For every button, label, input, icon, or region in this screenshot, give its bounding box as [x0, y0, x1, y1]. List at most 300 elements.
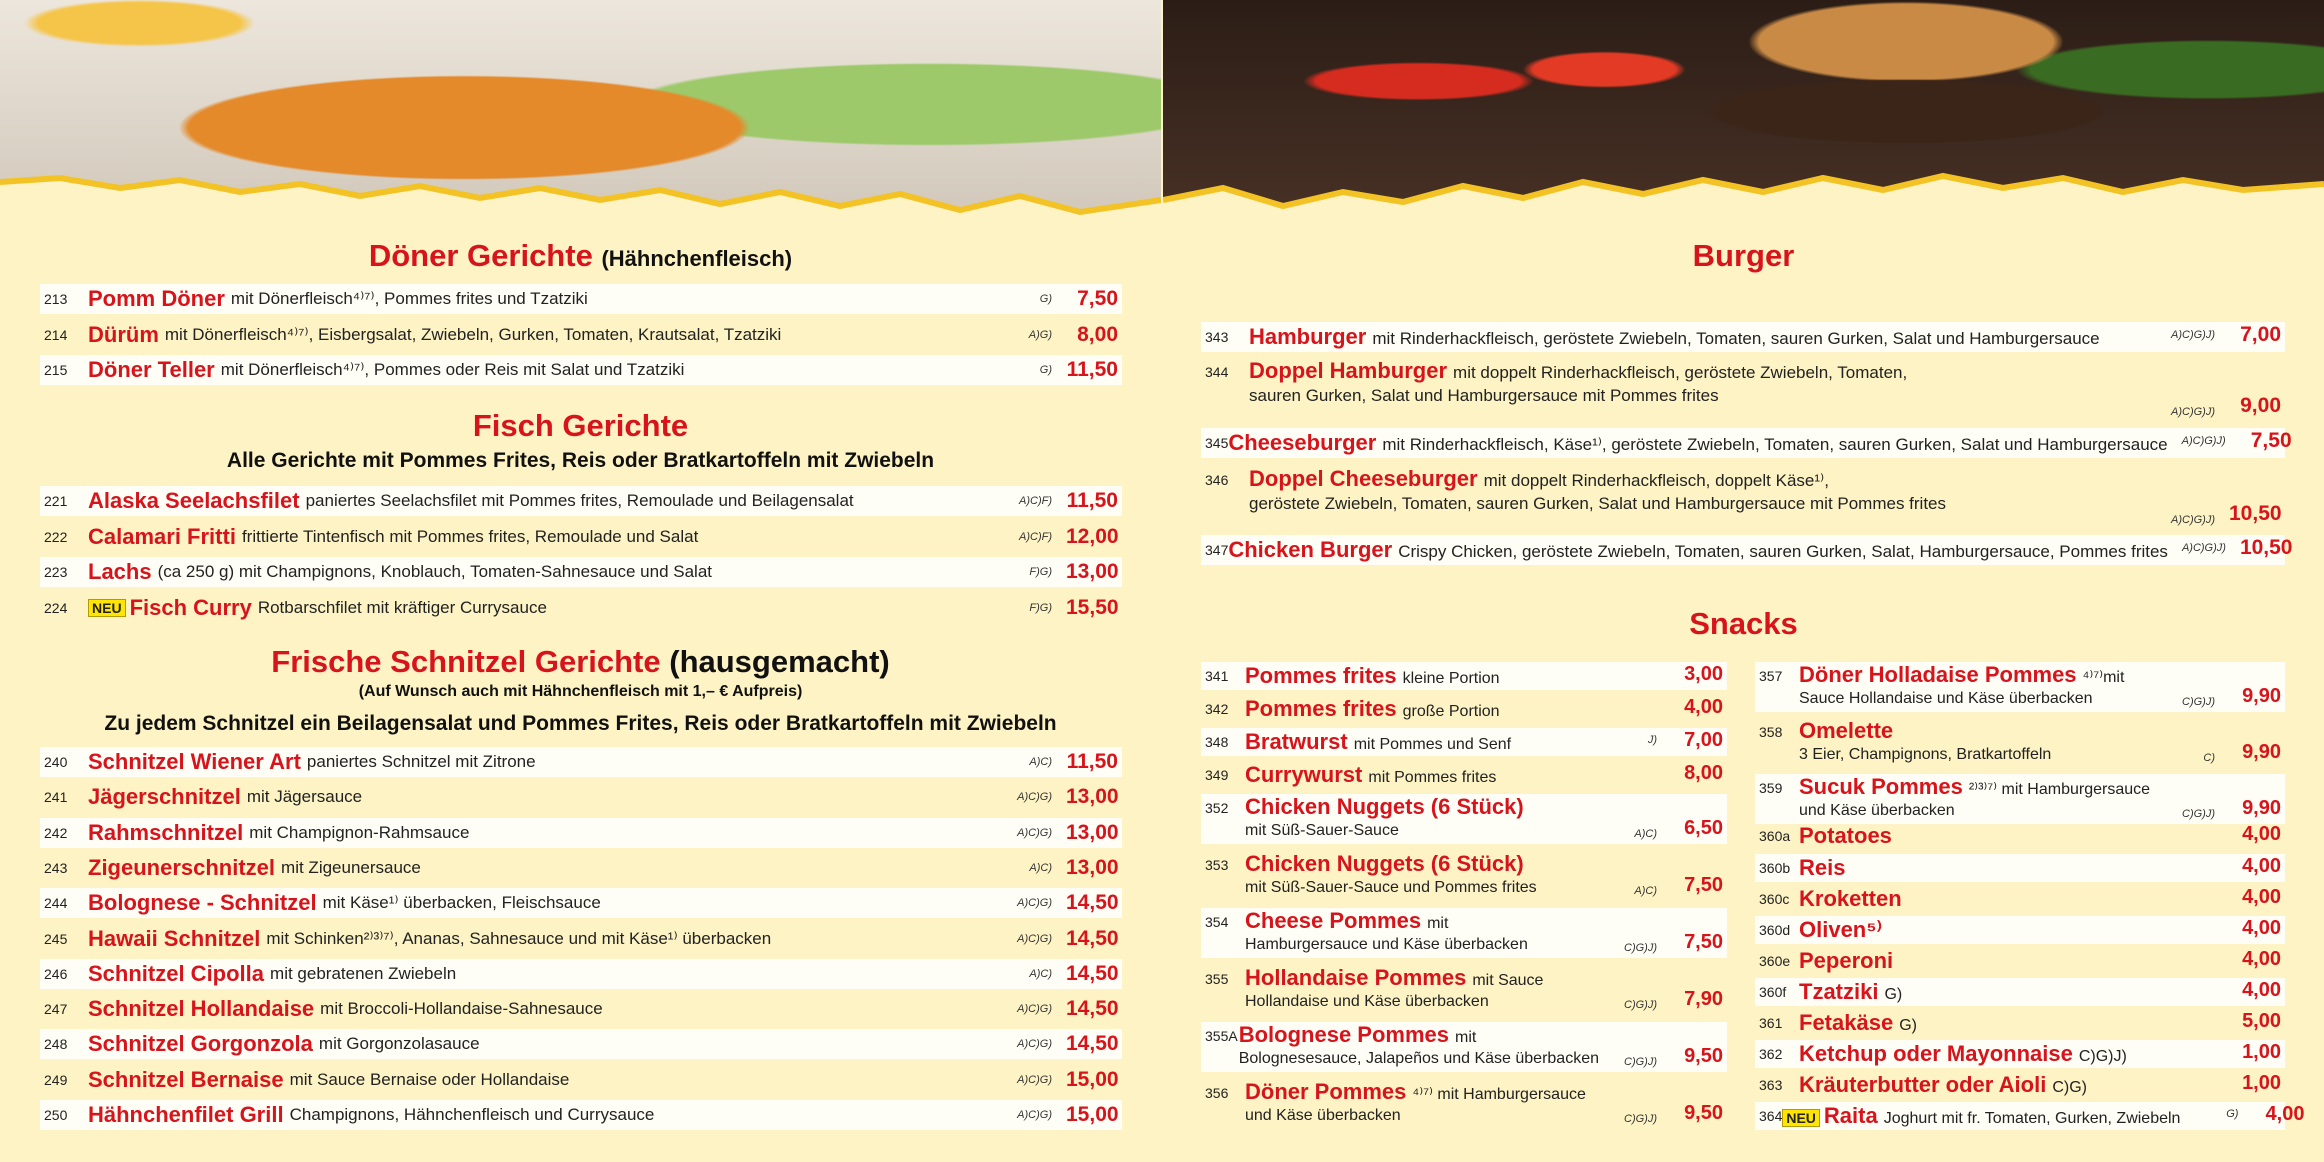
item-number: 343	[1205, 329, 1229, 345]
item-price: 15,00	[1066, 1067, 1119, 1091]
item-allergens: A)C)	[1634, 885, 1657, 897]
item-price: 14,50	[1066, 997, 1119, 1021]
item-name: Rahmschnitzel	[88, 819, 244, 845]
item-price-block	[1599, 762, 1727, 789]
item-price: 11,50	[1066, 358, 1118, 381]
item-description: mit Pommes und Senf	[1353, 736, 1512, 753]
item-body	[1799, 917, 2157, 943]
item-price-block	[1599, 908, 1727, 958]
item-name: Döner Teller	[88, 357, 215, 382]
item-number: 360d	[1759, 922, 1791, 938]
item-name: Doppel Cheeseburger	[1249, 466, 1478, 491]
item-price-block	[1599, 794, 1727, 844]
item-line	[1782, 1103, 2180, 1129]
item-description: ⁴⁾⁷⁾ mit Hamburgersauce	[1412, 1086, 1586, 1103]
snack-item-row	[1201, 695, 1727, 723]
item-price: 7,50	[1684, 874, 1723, 896]
item-line	[1245, 1079, 1599, 1105]
item-description: mit Champignon-Rahmsauce	[249, 822, 470, 842]
item-body	[1799, 662, 2157, 712]
burger-section-title: Burger	[1692, 238, 1795, 273]
item-price: 7,50	[2250, 429, 2292, 452]
item-name: Currywurst	[1245, 762, 1363, 787]
right-menu-page	[1163, 0, 2324, 1162]
item-number: 354	[1205, 914, 1229, 930]
item-description-line2: Sauce Hollandaise und Käse überbacken	[1799, 690, 2093, 707]
item-name: Dürüm	[88, 321, 159, 347]
item-allergens: A)C)G)	[1017, 1109, 1052, 1121]
item-price-block	[1599, 1079, 1727, 1129]
item-allergens: C)G)J)	[1624, 1113, 1657, 1125]
item-price: 4,00	[2265, 1102, 2305, 1125]
item-line	[1799, 1072, 2157, 1098]
item-description: C)G)	[2052, 1079, 2087, 1096]
item-allergens: A)C)G)J)	[2171, 514, 2215, 526]
item-price: 1,00	[2242, 1071, 2281, 1094]
item-name: Kräuterbutter oder Aioli	[1799, 1072, 2047, 1097]
item-price-block	[2157, 917, 2285, 944]
item-allergens: A)C)G)	[1017, 1073, 1052, 1086]
item-price: 7,00	[2240, 323, 2281, 346]
item-number: 346	[1205, 472, 1229, 488]
item-name: Lachs	[88, 559, 152, 584]
item-description-line2: sauren Gurken, Salat und Hamburgersauce mit Pommes frites	[1249, 386, 1719, 405]
item-number: 341	[1205, 668, 1229, 684]
item-name: Chicken Burger	[1228, 537, 1393, 562]
item-allergens: G)	[1039, 364, 1052, 376]
menu-item-row	[40, 355, 1122, 385]
item-name: Cheese Pommes	[1245, 908, 1422, 933]
item-price: 8,00	[1077, 322, 1118, 346]
item-name: Fisch Curry	[129, 594, 252, 620]
item-line	[1799, 948, 2157, 974]
item-name: Omelette	[1799, 718, 1894, 743]
menu-item-row	[40, 994, 1122, 1024]
item-description: Crispy Chicken, geröstete Zwiebeln, Tomaten, sauren Gurken, Salat, Hamburgersauce, Pommes frites	[1398, 542, 2168, 561]
item-number: 215	[44, 362, 68, 378]
item-body	[1245, 696, 1599, 722]
item-line	[1249, 466, 2157, 492]
item-description: mit Dönerfleisch⁴⁾⁷⁾, Pommes oder Reis mit Salat und Tzatziki	[220, 360, 685, 379]
item-line	[1245, 908, 1599, 934]
item-body	[1245, 851, 1599, 901]
item-name: Chicken Nuggets (6 Stück)	[1245, 794, 1524, 819]
item-name: Cheeseburger	[1228, 430, 1377, 455]
item-price: 15,00	[1066, 1103, 1119, 1126]
item-allergens: A)C)F)	[1019, 495, 1052, 507]
item-description: C)G)J)	[2078, 1048, 2127, 1065]
item-price: 4,00	[2242, 916, 2281, 939]
item-price-block	[2180, 1103, 2308, 1130]
item-allergens: A)C)G)J)	[2181, 435, 2226, 447]
item-name: Calamari Fritti	[88, 523, 236, 549]
item-name: Raita	[1823, 1103, 1878, 1128]
item-number: 364	[1759, 1108, 1783, 1124]
item-line	[1799, 886, 2157, 912]
item-price: 15,50	[1066, 595, 1119, 619]
burger-item-row	[1201, 322, 2285, 352]
item-body	[1245, 729, 1599, 755]
item-description: mit Jägersauce	[246, 787, 363, 807]
item-description: große Portion	[1402, 703, 1500, 720]
item-price-block	[1599, 696, 1727, 723]
item-number: 213	[44, 291, 68, 307]
snack-item-row	[1201, 1022, 1727, 1072]
item-price: 11,50	[1066, 750, 1118, 773]
item-name: Döner Holladaise Pommes	[1799, 662, 2077, 687]
snack-item-row	[1755, 774, 2285, 824]
item-name: Pommes frites	[1245, 696, 1397, 721]
item-number: 347	[1205, 542, 1229, 558]
item-number: 362	[1759, 1046, 1783, 1062]
item-price: 9,90	[2242, 741, 2281, 763]
item-line	[1245, 794, 1599, 820]
item-price: 9,50	[1684, 1045, 1723, 1067]
item-body	[1228, 537, 2168, 563]
item-line	[1245, 851, 1599, 877]
item-name: Pommes frites	[1245, 663, 1397, 688]
item-price-block	[1599, 1022, 1727, 1072]
item-allergens: C)G)J)	[2182, 696, 2215, 708]
item-description: mit Sauce	[1472, 972, 1544, 989]
item-description: mit Pommes frites	[1368, 769, 1497, 786]
item-number: 244	[44, 895, 68, 912]
item-price: 9,00	[2240, 394, 2281, 417]
item-allergens: G)	[2226, 1108, 2239, 1120]
item-body	[1799, 855, 2157, 881]
item-price-block	[2157, 979, 2285, 1006]
item-body	[1799, 886, 2157, 912]
item-price-block	[2157, 886, 2285, 913]
menu-item-row	[40, 486, 1122, 516]
item-price: 11,50	[1066, 489, 1118, 512]
item-name: Schnitzel Bernaise	[88, 1066, 284, 1092]
snack-item-row	[1755, 1071, 2285, 1099]
snack-item-row	[1201, 851, 1727, 901]
item-price: 9,90	[2242, 797, 2281, 819]
snack-item-row	[1755, 947, 2285, 975]
snack-item-row	[1201, 794, 1727, 844]
menu-item-row	[40, 320, 1122, 350]
item-description: mit Dönerfleisch⁴⁾⁷⁾, Pommes frites und Tzatziki	[230, 289, 588, 308]
item-line	[1228, 430, 2167, 456]
item-name: Hamburger	[1249, 324, 1367, 349]
item-description: G)	[1884, 986, 1903, 1003]
item-description: (ca 250 g) mit Champignons, Knoblauch, Tomaten-Sahnesauce und Salat	[157, 562, 713, 581]
item-description-line2: und Käse überbacken	[1245, 1107, 1401, 1124]
item-price: 13,00	[1066, 785, 1119, 809]
item-name: Potatoes	[1799, 823, 1892, 848]
snack-item-row	[1755, 978, 2285, 1006]
item-number: 246	[44, 965, 68, 982]
item-line	[1249, 358, 2157, 384]
item-line	[1799, 662, 2157, 688]
item-price: 10,50	[2239, 536, 2293, 559]
item-number: 348	[1205, 734, 1229, 750]
snack-item-row	[1755, 662, 2285, 712]
item-line	[1799, 1041, 2157, 1067]
item-allergens: A)C)	[1634, 828, 1657, 840]
item-price: 7,50	[1684, 931, 1723, 953]
item-number: 360a	[1759, 828, 1791, 844]
item-number: 245	[44, 930, 68, 947]
item-price: 4,00	[2242, 947, 2281, 970]
snack-item-row	[1755, 916, 2285, 944]
item-description: Champignons, Hähnchenfleisch und Currysauce	[289, 1105, 655, 1124]
snack-item-row	[1755, 854, 2285, 882]
item-number: 342	[1205, 701, 1229, 717]
item-allergens: A)C)G)	[1017, 1003, 1052, 1016]
menu-item-row	[40, 747, 1122, 777]
item-name: Pomm Döner	[88, 286, 225, 311]
doner-section-title: Döner Gerichte (Hähnchenfleisch)	[368, 238, 793, 273]
menu-item-row	[40, 959, 1122, 989]
item-body	[1799, 979, 2157, 1005]
item-body	[1799, 1072, 2157, 1098]
burger-item-row	[1201, 428, 2292, 458]
item-name: Schnitzel Wiener Art	[88, 749, 301, 774]
item-number: 221	[44, 493, 68, 509]
item-number: 360e	[1759, 953, 1791, 969]
item-line	[1799, 917, 2157, 943]
item-name: Bolognese - Schnitzel	[88, 890, 317, 916]
snack-item-row	[1201, 908, 1727, 958]
snack-item-row	[1201, 965, 1727, 1015]
snack-item-row	[1201, 761, 1727, 789]
item-price: 14,50	[1066, 961, 1119, 985]
item-price: 3,00	[1684, 662, 1723, 685]
item-number: 355	[1205, 971, 1229, 987]
snack-item-row	[1755, 822, 2285, 850]
item-price: 4,00	[2242, 978, 2281, 1001]
item-description: mit Käse¹⁾ überbacken, Fleischsauce	[322, 893, 601, 913]
item-line	[1799, 1010, 2157, 1036]
item-number: 241	[44, 789, 68, 806]
menu-item-row	[40, 1065, 1122, 1095]
snack-item-row	[1201, 728, 1727, 756]
item-number: 360f	[1759, 984, 1787, 1000]
item-name: Schnitzel Gorgonzola	[88, 1031, 313, 1057]
menu-item-row	[40, 1029, 1122, 1059]
item-name: Reis	[1799, 855, 1846, 880]
item-description: mit Gorgonzolasauce	[318, 1034, 480, 1054]
item-price-block	[2168, 429, 2296, 457]
item-name: Ketchup oder Mayonnaise	[1799, 1041, 2073, 1066]
item-price-block	[1599, 663, 1727, 690]
item-allergens: F)G)	[1029, 566, 1052, 578]
item-allergens: A)C)G)	[1017, 826, 1052, 839]
item-price-block	[1599, 851, 1727, 901]
item-price: 14,50	[1066, 1032, 1119, 1056]
item-line	[1799, 855, 2157, 881]
item-name: Oliven⁵⁾	[1799, 917, 1882, 942]
item-price-block	[2157, 948, 2285, 975]
item-description: mit Rinderhackfleisch, Käse¹⁾, geröstete Zwiebeln, Tomaten, sauren Gurken, Salat und Hamburgersauce	[1382, 435, 2168, 454]
item-number: 356	[1205, 1085, 1229, 1101]
item-name: Sucuk Pommes	[1799, 774, 1963, 799]
fisch-section-title: Fisch Gerichte	[472, 408, 689, 443]
item-price: 6,50	[1684, 817, 1723, 839]
item-description: mit	[1427, 915, 1449, 932]
item-number: 352	[1205, 800, 1229, 816]
item-name: Döner Pommes	[1245, 1079, 1407, 1104]
item-body	[1799, 718, 2157, 768]
item-price-block	[1599, 965, 1727, 1015]
item-price: 7,50	[1077, 287, 1118, 310]
item-price: 4,00	[1684, 695, 1723, 718]
item-name: Zigeunerschnitzel	[88, 854, 276, 880]
item-number: 250	[44, 1107, 68, 1123]
item-name: Kroketten	[1799, 886, 1902, 911]
item-price-block	[2157, 662, 2285, 712]
item-description: ⁴⁾⁷⁾mit	[2082, 669, 2125, 686]
item-name: Schnitzel Hollandaise	[88, 996, 315, 1022]
burger-item-row	[1201, 535, 2293, 565]
fisch-note: Alle Gerichte mit Pommes Frites, Reis oder Bratkartoffeln mit Zwiebeln	[226, 449, 935, 472]
item-line	[1799, 718, 2157, 744]
item-body	[1245, 794, 1599, 844]
left-menu-page	[0, 0, 1161, 1162]
menu-item-row	[40, 522, 1122, 552]
snack-item-row	[1755, 718, 2285, 768]
item-description: paniertes Schnitzel mit Zitrone	[306, 752, 536, 771]
item-allergens: C)G)J)	[2182, 808, 2215, 820]
item-price-block	[2157, 718, 2285, 768]
item-name: Jägerschnitzel	[88, 784, 241, 810]
item-description-line2: Hamburgersauce und Käse überbacken	[1245, 936, 1528, 953]
item-description: mit Sauce Bernaise oder Hollandaise	[289, 1069, 570, 1089]
snack-item-row	[1755, 1040, 2285, 1068]
item-number: 247	[44, 1001, 68, 1018]
item-price-block	[2157, 466, 2285, 530]
item-body	[1245, 908, 1599, 958]
item-line	[1799, 774, 2157, 800]
item-price: 4,00	[2242, 854, 2281, 877]
item-price: 7,00	[1684, 728, 1723, 751]
item-price: 10,50	[2229, 502, 2282, 525]
item-number: 249	[44, 1071, 68, 1088]
item-allergens: C)	[2203, 752, 2215, 764]
item-number: 214	[44, 326, 68, 343]
item-number: 248	[44, 1036, 68, 1053]
item-description: mit gebratenen Zwiebeln	[270, 963, 457, 983]
item-number: 361	[1759, 1015, 1783, 1031]
item-description: mit Dönerfleisch⁴⁾⁷⁾, Eisbergsalat, Zwiebeln, Gurken, Tomaten, Krautsalat, Tzatziki	[164, 324, 782, 344]
item-allergens: A)C)G)J)	[2181, 542, 2226, 554]
item-number: 243	[44, 859, 68, 876]
item-number: 240	[44, 754, 68, 770]
item-allergens: F)G)	[1029, 601, 1052, 614]
menu-item-row	[40, 888, 1122, 918]
item-price: 7,90	[1684, 988, 1723, 1010]
item-name: Hähnchenfilet Grill	[88, 1102, 284, 1127]
item-allergens: G)	[1039, 293, 1052, 305]
item-number: 357	[1759, 668, 1783, 684]
item-body	[1799, 948, 2157, 974]
item-price-block	[2157, 1010, 2285, 1037]
menu-item-row	[40, 1100, 1122, 1130]
item-price: 13,00	[1066, 560, 1119, 583]
item-description: mit doppelt Rinderhackfleisch, doppelt Käse¹⁾,	[1483, 471, 1829, 490]
item-description: Rotbarschfilet mit kräftiger Currysauce	[257, 597, 547, 617]
item-allergens: A)C)G)	[1017, 897, 1052, 910]
item-number: 345	[1205, 435, 1229, 451]
item-description-line2: Hollandaise und Käse überbacken	[1245, 993, 1489, 1010]
item-allergens: J)	[1647, 734, 1657, 746]
item-body	[1245, 762, 1599, 788]
item-price: 13,00	[1066, 855, 1119, 879]
item-description: ²⁾³⁾⁷⁾ mit Hamburgersauce	[1968, 781, 2151, 798]
menu-item-row	[40, 782, 1122, 812]
item-description: Joghurt mit fr. Tomaten, Gurken, Zwiebeln	[1883, 1110, 2181, 1127]
item-price-block	[2157, 774, 2285, 824]
item-name: Bolognese Pommes	[1238, 1022, 1450, 1047]
item-description-line2: 3 Eier, Champignons, Bratkartoffeln	[1799, 746, 2052, 763]
new-badge: NEU	[88, 599, 126, 617]
item-line	[1245, 965, 1599, 991]
item-price: 4,00	[2242, 885, 2281, 908]
item-body	[1249, 358, 2157, 422]
burger-item-row	[1201, 358, 2285, 422]
item-description: mit Broccoli-Hollandaise-Sahnesauce	[320, 999, 603, 1019]
item-number: 360c	[1759, 891, 1790, 907]
item-price: 14,50	[1066, 891, 1119, 915]
item-price: 14,50	[1066, 926, 1119, 950]
item-description: mit doppelt Rinderhackfleisch, geröstete Zwiebeln, Tomaten,	[1453, 363, 1908, 382]
item-description: mit Rinderhackfleisch, geröstete Zwiebeln, Tomaten, sauren Gurken, Salat und Hamburgersauce	[1372, 329, 2100, 348]
item-allergens: A)C)G)J)	[2171, 406, 2215, 418]
item-number: 242	[44, 824, 68, 841]
item-allergens: A)C)G)J)	[2171, 329, 2215, 341]
item-allergens: A)C)G)	[1017, 932, 1052, 945]
item-body	[1782, 1103, 2180, 1129]
snack-item-row	[1201, 1079, 1727, 1129]
item-description: mit Zigeunersauce	[281, 857, 421, 877]
item-price-block	[2157, 823, 2285, 850]
item-line	[1249, 324, 2157, 350]
item-price-block	[1599, 729, 1727, 756]
item-body	[1799, 774, 2157, 824]
menu-item-row	[40, 284, 1122, 314]
item-name: Chicken Nuggets (6 Stück)	[1245, 851, 1524, 876]
item-allergens: A)C)F)	[1019, 530, 1052, 543]
item-body	[1799, 823, 2157, 849]
item-number: 363	[1759, 1077, 1783, 1093]
item-line	[1245, 762, 1599, 788]
menu-item-row	[40, 818, 1122, 848]
item-number: 358	[1759, 724, 1783, 740]
menu-item-row	[40, 924, 1122, 954]
item-allergens: A)C)	[1029, 861, 1052, 874]
item-line	[1245, 663, 1599, 689]
item-price-block	[2157, 1072, 2285, 1099]
schnitzel-note: Zu jedem Schnitzel ein Beilagensalat und Pommes Frites, Reis oder Bratkartoffeln mit Zwiebeln	[104, 712, 1057, 735]
item-line	[1245, 729, 1599, 755]
item-allergens: C)G)J)	[1624, 942, 1657, 954]
schnitzel-note-small: (Auf Wunsch auch mit Hähnchenfleisch mit 1,– € Aufpreis)	[358, 683, 803, 700]
item-body	[1239, 1022, 1599, 1072]
item-description-line2: mit Süß-Sauer-Sauce	[1245, 822, 1399, 839]
item-price: 4,00	[2242, 822, 2281, 845]
item-number: 353	[1205, 857, 1229, 873]
item-price: 13,00	[1066, 820, 1119, 844]
item-name: Hollandaise Pommes	[1245, 965, 1467, 990]
item-description: mit	[1455, 1029, 1477, 1046]
item-description-line2: mit Süß-Sauer-Sauce und Pommes frites	[1245, 879, 1537, 896]
item-number: 224	[44, 599, 68, 616]
item-name: Hawaii Schnitzel	[88, 925, 261, 951]
item-body	[1228, 430, 2167, 456]
